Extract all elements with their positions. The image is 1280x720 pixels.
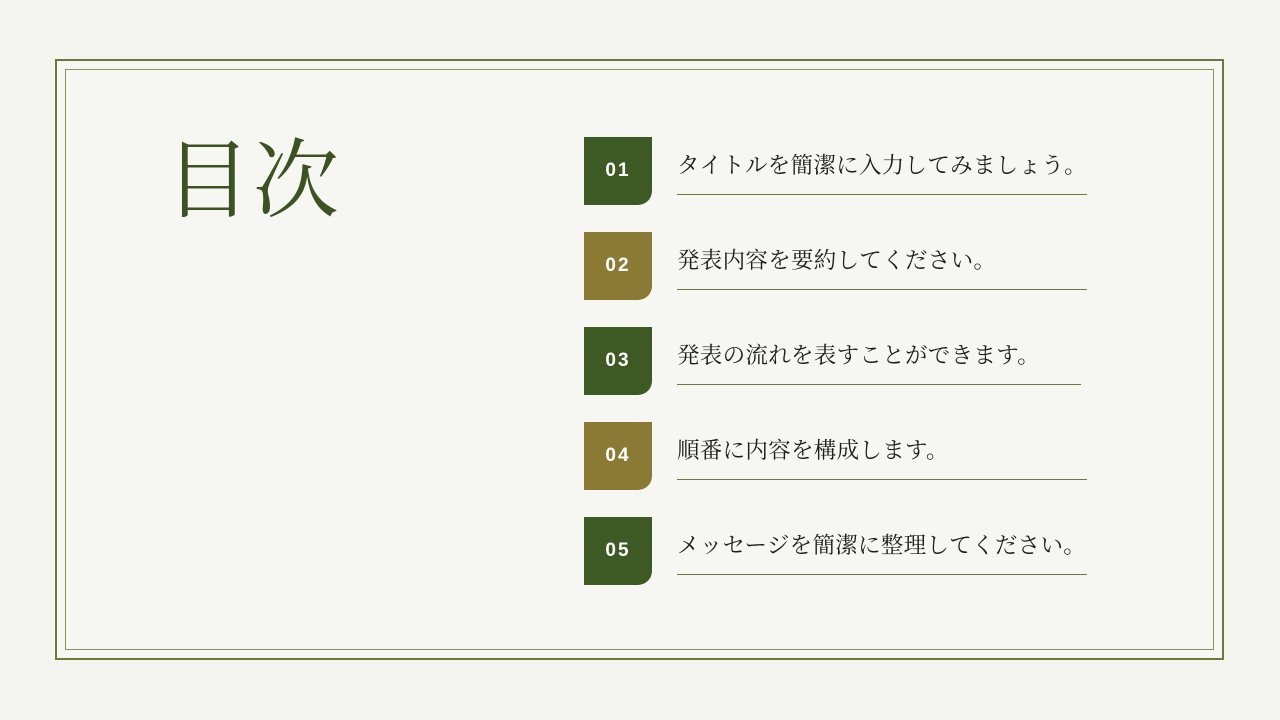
- item-divider: [677, 479, 1087, 480]
- item-divider: [677, 384, 1081, 385]
- list-item-label: 発表の流れを表すことができます。: [677, 343, 1041, 368]
- page-title: 目次: [165, 133, 341, 229]
- item-body: [677, 517, 1104, 575]
- item-body: [677, 422, 1104, 480]
- list-item-label: 発表内容を要約してください。: [677, 248, 997, 273]
- item-body: [677, 137, 1104, 195]
- item-body: [677, 327, 1104, 385]
- item-number-badge: 05: [584, 517, 652, 585]
- list-item[interactable]: [584, 327, 1104, 422]
- list-item[interactable]: [584, 137, 1104, 232]
- list-item[interactable]: [584, 232, 1104, 327]
- item-number-badge: 03: [584, 327, 652, 395]
- item-divider: [677, 574, 1087, 575]
- item-divider: [677, 289, 1087, 290]
- item-number-badge: 04: [584, 422, 652, 490]
- table-of-contents: [584, 137, 1104, 612]
- list-item[interactable]: [584, 422, 1104, 517]
- list-item-label: タイトルを簡潔に入力してみましょう。: [677, 153, 1087, 178]
- item-number-badge: 01: [584, 137, 652, 205]
- list-item-label: 順番に内容を構成します。: [677, 438, 949, 463]
- list-item-label: メッセージを簡潔に整理してください。: [677, 533, 1087, 558]
- item-number-badge: 02: [584, 232, 652, 300]
- list-item[interactable]: [584, 517, 1104, 612]
- item-body: [677, 232, 1104, 290]
- item-divider: [677, 194, 1087, 195]
